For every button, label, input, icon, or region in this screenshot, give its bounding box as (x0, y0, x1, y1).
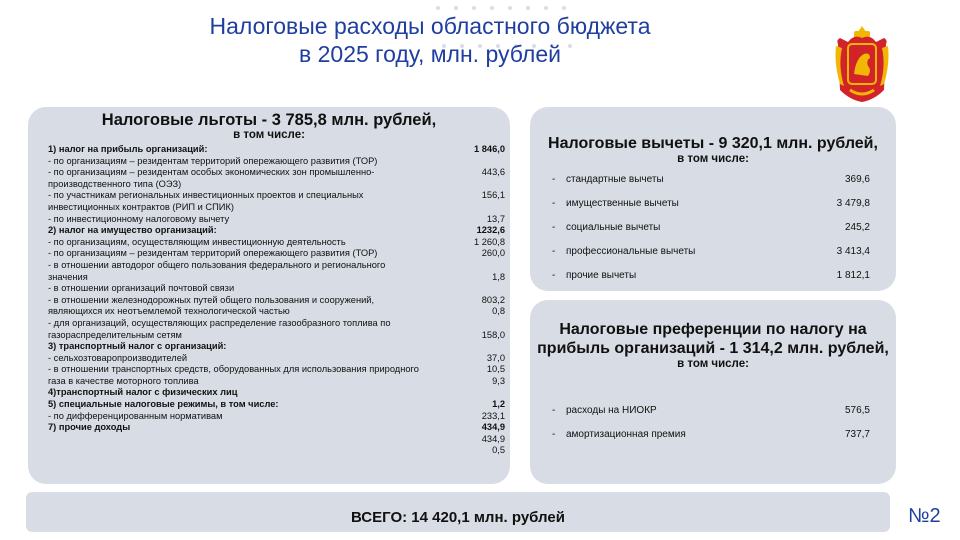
deduction-row (552, 263, 870, 287)
benefit-value: 156,1 (481, 190, 505, 201)
benefit-row (48, 190, 505, 202)
tax-deductions-list (552, 167, 870, 287)
benefit-label: - в отношении железнодорожных путей общего пользования и сооружений, (48, 294, 375, 305)
deduction-row (552, 239, 870, 263)
tax-benefits-heading: Налоговые льготы - 3 785,8 млн. рублей, (101, 111, 437, 129)
title-line-1: Налоговые расходы областного бюджета (209, 13, 651, 39)
benefit-row (48, 214, 505, 226)
deduction-dash: - (552, 245, 556, 257)
benefit-row (48, 422, 505, 434)
benefit-row (48, 144, 505, 156)
tax-preferences-panel (530, 300, 896, 484)
benefit-value (449, 318, 505, 330)
benefit-value: 37,0 (486, 352, 505, 363)
benefit-label: значения (48, 271, 88, 282)
benefit-row (48, 167, 505, 179)
benefit-label: - по инвестиционному налоговому вычету (48, 213, 230, 224)
benefit-label: 7) прочие доходы (48, 422, 131, 433)
deduction-label: профессиональные вычеты (566, 245, 696, 257)
deduction-value: 369,6 (844, 173, 870, 185)
coat-of-arms-icon (834, 24, 890, 104)
benefit-label: газа в качестве моторного топлива (48, 375, 199, 386)
benefit-value (449, 202, 505, 214)
deduction-dash: - (552, 197, 556, 209)
benefit-value: 1232,6 (476, 225, 505, 236)
benefit-value: 434,9 (481, 422, 505, 433)
preference-label: амортизационная премия (566, 428, 686, 440)
tax-preferences-heading (530, 300, 896, 358)
benefit-row (48, 445, 505, 457)
deduction-value: 3 479,8 (836, 197, 870, 209)
tax-preferences-list (552, 398, 870, 446)
preference-row (552, 422, 870, 446)
benefit-label: - сельхозтоваропроизводителей (48, 352, 188, 363)
tax-deductions-subheading: в том числе: (677, 153, 749, 165)
benefit-value: 1 260,8 (473, 236, 505, 247)
deduction-label: имущественные вычеты (566, 197, 679, 209)
benefit-label: - по организациям – резидентам территорий опережающего развития (ТОР) (48, 155, 378, 166)
page-number: №2 (908, 505, 941, 527)
tax-benefits-panel (28, 107, 510, 484)
benefit-row (48, 330, 505, 342)
benefit-label: - для организаций, осуществляющих распределение газообразного топлива по (48, 317, 391, 328)
benefit-row (48, 353, 505, 365)
benefit-row (48, 364, 505, 376)
benefit-label: 1) налог на прибыль организаций: (48, 144, 208, 154)
benefit-value (449, 156, 505, 168)
benefit-label (48, 434, 448, 446)
deduction-dash: - (552, 269, 556, 281)
benefit-value: 10,5 (486, 364, 505, 375)
benefit-label: являющихся их неотъемлемой технологической частью (48, 306, 290, 317)
benefit-label: производственного типа (ОЭЗ) (48, 178, 182, 189)
benefit-row (48, 399, 505, 411)
deduction-label: стандартные вычеты (566, 173, 664, 185)
benefit-row (48, 202, 505, 214)
deduction-row (552, 215, 870, 239)
benefit-row (48, 387, 505, 399)
tax-deductions-panel (530, 107, 896, 291)
total-bar (26, 492, 890, 532)
benefit-row (48, 341, 505, 353)
tax-benefits-list (48, 144, 505, 457)
deduction-dash: - (552, 173, 556, 185)
benefit-row (48, 411, 505, 423)
benefit-row (48, 260, 505, 272)
benefit-value: 443,6 (481, 167, 505, 178)
tax-benefits-subheading: в том числе: (233, 129, 305, 141)
page-title (130, 12, 730, 68)
benefit-value: 13,7 (486, 213, 505, 224)
benefit-label: 3) транспортный налог с организаций: (48, 341, 227, 352)
benefit-value (449, 341, 505, 353)
benefit-value: 158,0 (481, 329, 505, 340)
benefit-row (48, 318, 505, 330)
benefit-row (48, 283, 505, 295)
benefit-value: 233,1 (481, 410, 505, 421)
tax-preferences-heading-line-1: Налоговые преференции по налогу на (559, 321, 867, 338)
benefit-label: инвестиционных контрактов (РИП и СПИК) (48, 201, 235, 212)
deduction-label: социальные вычеты (566, 221, 661, 233)
benefit-label: - по участникам региональных инвестиционных проектов и специальных (48, 190, 364, 201)
benefit-row (48, 179, 505, 191)
benefit-value (449, 283, 505, 295)
benefit-row (48, 248, 505, 260)
benefit-row (48, 272, 505, 284)
benefit-value: 1,2 (492, 399, 505, 410)
benefit-value: 1,8 (492, 271, 505, 282)
benefit-label: 4)транспортный налог с физических лиц (48, 387, 238, 398)
benefit-label: - по дифференцированным нормативам (48, 410, 223, 421)
benefit-label: газораспределительным сетям (48, 329, 182, 340)
benefit-label: 2) налог на имущество организаций: (48, 225, 217, 236)
deduction-value: 1 812,1 (836, 269, 870, 281)
preference-dash: - (552, 428, 556, 440)
benefit-value (449, 260, 505, 272)
decor-dots-top (436, 6, 566, 10)
benefit-row (48, 295, 505, 307)
benefit-label: - по организациям – резидентам территорий опережающего развития (ТОР) (48, 248, 378, 259)
deduction-row (552, 167, 870, 191)
benefit-value: 1 846,0 (473, 144, 505, 154)
benefit-value: 0,8 (492, 306, 505, 317)
benefit-label: - в отношении транспортных средств, оборудованных для использования природного (48, 364, 419, 375)
preference-value: 576,5 (844, 404, 870, 416)
benefit-row (48, 434, 505, 446)
preference-value: 737,7 (844, 428, 870, 440)
tax-preferences-subheading: в том числе: (677, 358, 749, 370)
benefit-label: - в отношении автодорог общего пользования федерального и региональнoго (48, 259, 386, 270)
tax-preferences-heading-line-2: прибыль организаций - 1 314,2 млн. рублей, (537, 340, 889, 357)
benefit-label: - по организациям, осуществляющим инвестиционную деятельность (48, 236, 346, 247)
preference-row (552, 398, 870, 422)
deduction-row (552, 191, 870, 215)
benefit-row (48, 156, 505, 168)
benefit-value (449, 179, 505, 191)
deduction-label: прочие вычеты (566, 269, 637, 281)
benefit-row (48, 237, 505, 249)
benefit-label: - по организациям – резидентам особых экономических зон промышленно- (48, 167, 375, 178)
tax-deductions-heading: Налоговые вычеты - 9 320,1 млн. рублей, (548, 135, 878, 152)
benefit-label: 5) специальные налоговые режимы, в том числе: (48, 399, 279, 410)
benefit-row (48, 306, 505, 318)
benefit-label (48, 445, 448, 457)
benefit-value: 260,0 (481, 248, 505, 259)
benefit-row (48, 225, 505, 237)
deduction-dash: - (552, 221, 556, 233)
preference-label: расходы на НИОКР (566, 404, 657, 416)
deduction-value: 245,2 (844, 221, 870, 233)
benefit-value: 9,3 (492, 375, 505, 386)
benefit-row (48, 376, 505, 388)
preference-dash: - (552, 404, 556, 416)
benefit-value: 0,5 (492, 445, 505, 456)
deduction-value: 3 413,4 (836, 245, 870, 257)
benefit-label: - в отношении организаций почтовой связи (48, 283, 235, 294)
title-line-2: в 2025 году, млн. рублей (299, 41, 561, 67)
total-amount: ВСЕГО: 14 420,1 млн. рублей (351, 509, 565, 526)
benefit-value: 434,9 (481, 433, 505, 444)
benefit-value (449, 387, 505, 399)
benefit-value: 803,2 (481, 294, 505, 305)
